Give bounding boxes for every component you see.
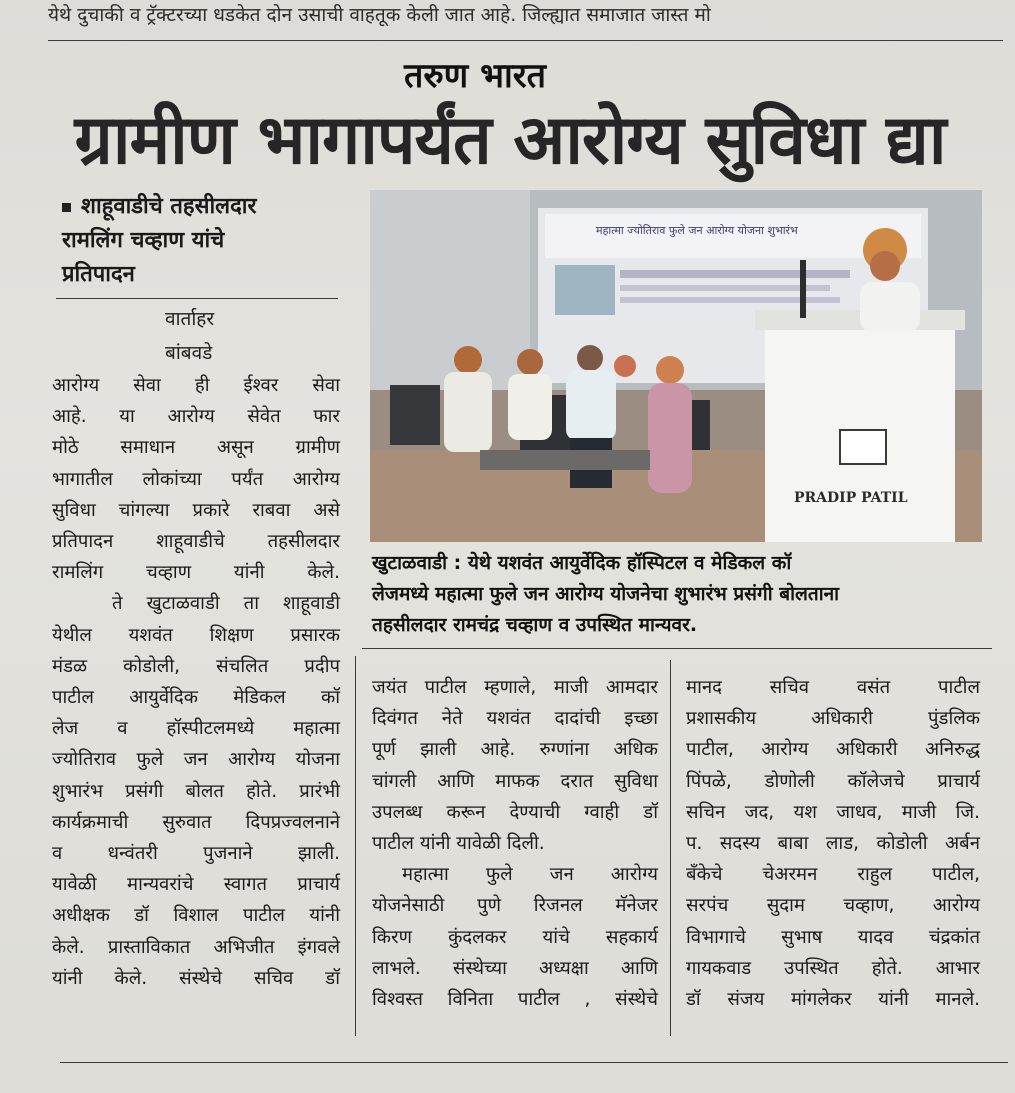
text-line: योजनेसाठी पुणे रिजनल मॅनेजर	[372, 895, 658, 917]
text-line: यावेळी मान्यवरांचे स्वागत प्राचार्य	[52, 874, 340, 896]
subhead-rule	[56, 298, 338, 299]
text-line: प्रतिपादन शाहूवाडीचे तहसीलदार	[52, 531, 340, 553]
caption-line: लेजमध्ये महात्मा फुले जन आरोग्य योजनेचा शुभारंभ प्रसंगी बोलताना	[372, 583, 840, 605]
text-line: व धन्वंतरी पुजनाने झाली.	[52, 843, 340, 865]
text-line: सचिन जद, यश जाधव, माजी जि.	[686, 801, 980, 823]
text-line: पाटील, आरोग्य अधिकारी अनिरुद्ध	[686, 739, 980, 761]
subhead-line: रामलिंग चव्हाण यांचे	[62, 228, 225, 253]
text-line: पिंपळे, डोणोली कॉलेजचे प्राचार्य	[686, 770, 980, 792]
podium-label: PRADIP PATIL	[794, 490, 908, 506]
text-line: पूर्ण झाली आहे. रुग्णांना अधिक	[372, 739, 658, 761]
text-line: केले. प्रास्ताविकात अभिजीत इंगवले	[52, 936, 340, 958]
article-subhead	[62, 190, 362, 292]
byline-reporter: वार्ताहर	[165, 308, 215, 330]
text-line: येथील यशवंत शिक्षण प्रसारक	[52, 624, 340, 646]
subhead-line: शाहूवाडीचे तहसीलदार	[62, 190, 362, 224]
article-column-1	[52, 370, 340, 994]
subhead-line: प्रतिपादन	[62, 262, 135, 287]
text-line: सुविधा चांगल्या प्रकारे राबवा असे	[52, 499, 340, 521]
text-line: ते खुटाळवाडी ता शाहूवाडी	[112, 593, 340, 615]
text-line: यांनी केले. संस्थेचे सचिव डॉ	[52, 967, 340, 989]
text-line: रामलिंग चव्हाण यांनी केले.	[52, 562, 340, 584]
text-line: विश्वस्त विनिता पाटील , संस्थेचे	[372, 989, 658, 1011]
text-line: उपलब्ध करून देण्याची ग्वाही डॉ	[372, 801, 658, 823]
column-divider	[355, 656, 356, 1036]
bottom-rule	[60, 1062, 1008, 1063]
article-column-3	[686, 672, 980, 1015]
text-line: जयंत पाटील म्हणाले, माजी आमदार	[372, 677, 658, 698]
text-line: प्रशासकीय अधिकारी पुंडलिक	[686, 708, 980, 730]
text-line: अधीक्षक डॉ विशाल पाटील यांनी	[52, 905, 340, 927]
text-line: ज्योतिराव फुले जन आरोग्य योजना	[52, 749, 340, 771]
text-line: मानद सचिव वसंत पाटील	[686, 677, 980, 698]
text-line: गायकवाड उपस्थित होते. आभार	[686, 957, 980, 979]
text-line: लाभले. संस्थेच्या अध्यक्षा आणि	[372, 957, 658, 979]
caption-line: तहसीलदार रामचंद्र चव्हाण व उपस्थित मान्यवर.	[372, 614, 698, 636]
text-line: प. सदस्य बाबा लाड, कोडोली अर्बन	[686, 833, 980, 855]
text-line: डॉ संजय मांगलेकर यांनी मानले.	[686, 989, 980, 1011]
text-line: आहे. या आरोग्य सेवेत फार	[52, 406, 340, 428]
text-line: बँकेचे चेअरमन राहुल पाटील,	[686, 864, 980, 886]
text-line: लेज व हॉस्पीटलमध्ये महात्मा	[52, 718, 340, 740]
text-line: मोठे समाधान असून ग्रामीण	[52, 437, 340, 459]
event-photo-illustration	[370, 190, 982, 542]
article-column-2	[372, 672, 658, 1015]
text-line: मंडळ कोडोली, संचलित प्रदीप	[52, 655, 340, 677]
bullet-icon	[62, 203, 71, 212]
caption-rule	[362, 648, 992, 649]
previous-article-strip: येथे दुचाकी व ट्रॅक्टरच्या धडकेत दोन उसाची वाहतूक केली जात आहे. जिल्ह्यात समाजात जास्त मो	[48, 4, 711, 26]
text-line: महात्मा फुले जन आरोग्य	[402, 864, 658, 886]
text-line: पाटील आयुर्वेदिक मेडिकल कॉ	[52, 687, 340, 709]
text-line: भागातील लोकांच्या पर्यंत आरोग्य	[52, 468, 340, 490]
column-divider	[670, 660, 671, 1036]
text-line: शुभारंभ प्रसंगी बोलत होते. प्रारंभी	[52, 780, 340, 802]
byline-place: बांबवडे	[165, 342, 213, 364]
text-line: किरण कुंदलकर यांचे सहकार्य	[372, 926, 658, 948]
text-line: दिवंगत नेते यशवंत दादांची इच्छा	[372, 708, 658, 730]
text-line: सरपंच सुदाम चव्हाण, आरोग्य	[686, 895, 980, 917]
caption-line: खुटाळवाडी : येथे यशवंत आयुर्वेदिक हॉस्पिटल व मेडिकल कॉ	[372, 552, 792, 574]
photo-caption	[372, 548, 982, 641]
text-line: चांगली आणि माफक दरात सुविधा	[372, 770, 658, 792]
text-line: विभागाचे सुभाष यादव चंद्रकांत	[686, 926, 980, 948]
banner-text: महात्मा ज्योतिराव फुले जन आरोग्य योजना शुभारंभ	[596, 224, 798, 237]
event-photo	[370, 190, 982, 542]
article-headline: ग्रामीण भागापर्यंत आरोग्य सुविधा द्या	[74, 101, 946, 180]
text-line: कार्यक्रमाची सुरुवात दिपप्रज्वलनाने	[52, 811, 340, 833]
text-line: आरोग्य सेवा ही ईश्वर सेवा	[52, 375, 340, 396]
newspaper-masthead: तरुण भारत	[403, 56, 547, 96]
text-line: पाटील यांनी यावेळी दिली.	[372, 833, 545, 855]
top-rule	[48, 40, 1003, 41]
